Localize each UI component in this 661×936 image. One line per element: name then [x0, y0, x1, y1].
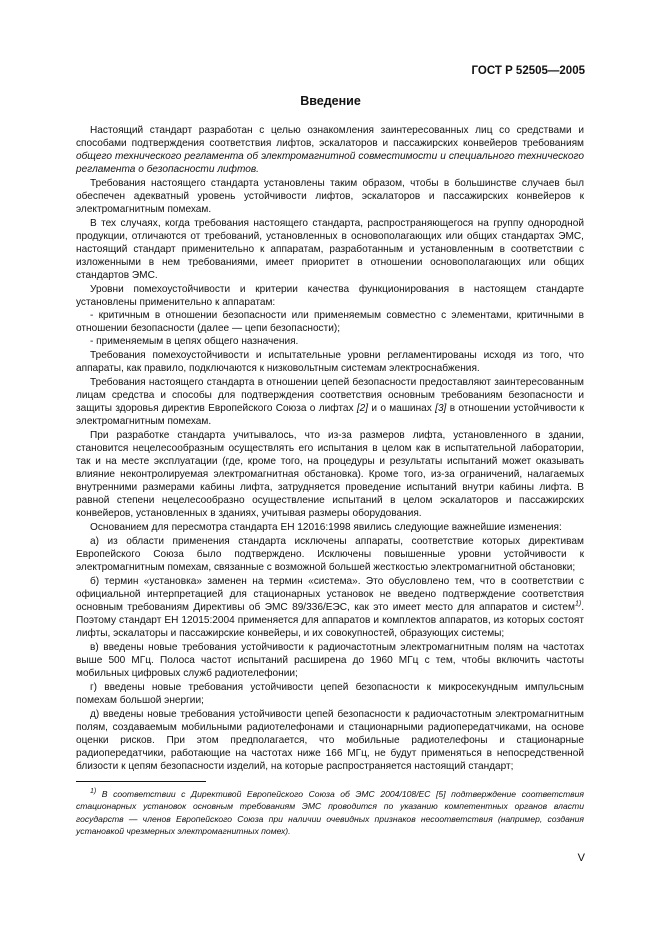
- page-number: V: [577, 852, 585, 864]
- paragraph: В тех случаях, когда требования настоящего стандарта, распространяющегося на группу однородной продукции, отличаются от требований, установленных в основополагающих или общих стандартах ЭМС, настоящий стандарт применительно к аппаратам, разработанным и установленным в соответствии с изложенными в нем требованиями, имеет приоритет в отношении основополагающих или общих стандартов ЭМС.: [76, 218, 584, 281]
- footnote: $^{1)}$ В соответствии с Директивой Европейского Союза об ЭМС 2004/108/ЕС [5] подтверждение соответствия стационарных установок основным требованиям ЭМС проводится по указанию компетентных органов власти государств — членов Европейского Союза при наличии очевидных признаков несоответствия (например, создания установкой чрезмерных электромагнитных помех).: [76, 788, 584, 837]
- body-text: [76, 124, 584, 773]
- standard-id-header: ГОСТ Р 52505—2005: [471, 65, 585, 77]
- list-item: а) из области применения стандарта исключены аппараты, соответствие которых директивам Европейского Союза было подтверждено. Исключены повышенные уровни устойчивости к электромагнитным помехам, связанные с возможной большей жесткостью электромагнитной обстановки;: [76, 536, 584, 573]
- paragraph: Уровни помехоустойчивости и критерии качества функционирования в настоящем стандарте установлены применительно к аппаратам:: [76, 284, 584, 308]
- paragraph: При разработке стандарта учитывалось, что из-за размеров лифта, установленного в здании, становится нецелесообразным осуществлять его испытания в целом как в испытательной лаборатории, так и на месте эксплуатации (где, кроме того, на процедуры и результаты испытаний может оказывать влияние неконтролируемая электромагнитная обстановка). Кроме того, из-за ограничений, налагаемых внутренними размерами кабины лифта, затрудняется проведение испытаний внутри кабины лифта. В равной степени нецелесообразно осуществление испытаний в целом эскалаторов и пассажирских конвейеров, установленных в зданиях, учитывая размеры оборудования.: [76, 430, 584, 519]
- reference: [3]: [435, 403, 447, 414]
- footnote-divider: [76, 781, 206, 782]
- list-item: б) термин «установка» заменен на термин «система». Это обусловлено тем, что в соответствии с официальной интерпретацией для стационарных установок не введено подтверждение соответствия основным требованиям Директивы об ЭМС 89/336/ЕЭС, как это имеет место для аппаратов и систем$^{1)}$. Поэтому стандарт ЕН 12015:2004 применяется для аппаратов и комплектов аппаратов, из которых состоят лифты, эскалаторы и пассажирские конвейеры, и их совокупностей, образующих системы;: [76, 576, 584, 639]
- reference: [2]: [356, 403, 369, 414]
- list-item: - применяемым в цепях общего назначения.: [90, 336, 299, 347]
- paragraph: Требования настоящего стандарта в отношении цепей безопасности предоставляют заинтересованным лицам средства и способы для подтверждения соответствия основным требованиям безопасности и защиты здоровья директив Европейского Союза о лифтах [2] и о машинах [3] в отношении устойчивости к электромагнитным помехам.: [76, 377, 584, 427]
- paragraph: Требования настоящего стандарта установлены таким образом, чтобы в большинстве случаев был обеспечен адекватный уровень устойчивости лифтов, эскалаторов и пассажирских конвейеров к электромагнитным помехам.: [76, 178, 584, 215]
- list-item: в) введены новые требования устойчивости к радиочастотным электромагнитным полям на частотах выше 500 МГц. Полоса частот испытаний расширена до 1960 МГц с тем, чтобы включить частоты мобильных цифровых служб радиотелефонии;: [76, 642, 584, 679]
- list-item: - критичным в отношении безопасности или применяемым совместно с элементами, критичными в отношении безопасности (далее — цепи безопасности);: [76, 310, 584, 334]
- paragraph: Настоящий стандарт разработан с целью ознакомления заинтересованных лиц со средствами и способами подтверждения соответствия лифтов, эскалаторов и пассажирских конвейеров требованиям общего технического регламента об электромагнитной совместимости и специального технического регламента о безопасности лифтов.: [76, 125, 584, 175]
- paragraph: Требования помехоустойчивости и испытательные уровни регламентированы исходя из того, что аппараты, как правило, подключаются к низковольтным системам электроснабжения.: [76, 350, 584, 374]
- list-item: д) введены новые требования устойчивости цепей безопасности к радиочастотным электромагнитным полям, создаваемым мобильными радиотелефонами и стационарными радиопередатчиками, на основе оценки рисков. При этом предполагается, что мобильные радиотелефоны и стационарные радиопередатчики, работающие на частотах ниже 166 МГц, не будут применяться в непосредственной близости к цепям безопасности изделий, на которые распространяется настоящий стандарт;: [76, 709, 584, 772]
- footnote-marker: 1): [90, 788, 97, 796]
- footnote-marker: 1): [574, 600, 582, 608]
- list-item: г) введены новые требования устойчивости цепей безопасности к микросекундным импульсным помехам большой энергии;: [76, 682, 584, 706]
- reference: [5]: [436, 789, 446, 799]
- section-title: Введение: [300, 94, 361, 108]
- paragraph: Основанием для пересмотра стандарта ЕН 12016:1998 явились следующие важнейшие изменения:: [90, 522, 562, 533]
